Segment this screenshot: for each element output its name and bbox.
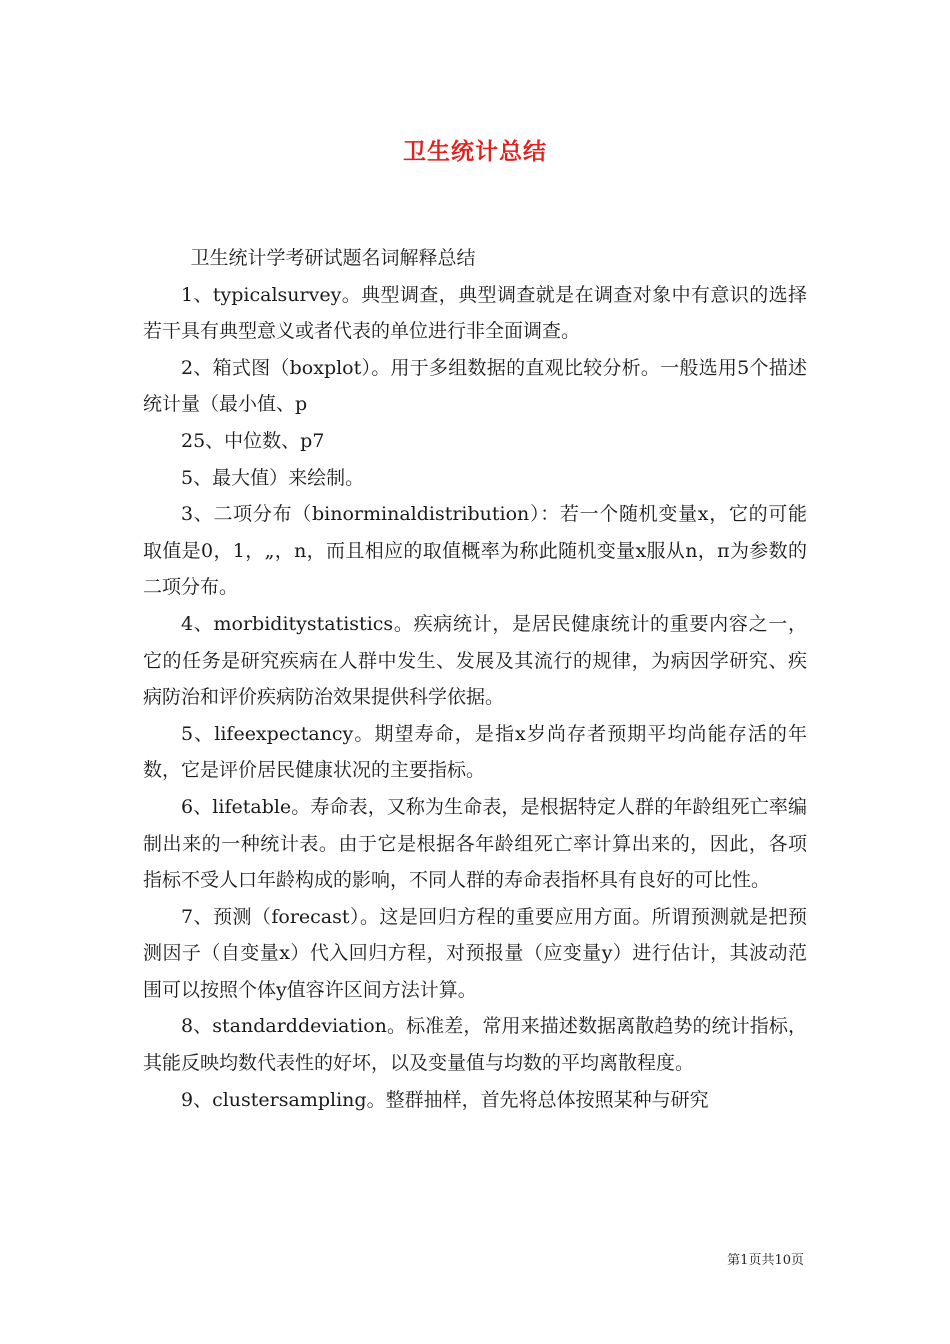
paragraph-5: 3、二项分布（binorminaldistribution）：若一个随机变量x，它的可能取值是0，1，„，n，而且相应的取值概率为称此随机变量x服从n，π为参数的二项分布。: [143, 503, 807, 599]
document-title: 卫生统计总结: [403, 138, 547, 165]
document-body: [143, 240, 807, 1118]
paragraph-6: 4、morbiditystatistics。疾病统计，是居民健康统计的重要内容之一，它的任务是研究疾病在人群中发生、发展及其流行的规律，为病因学研究、疾病防治和评价疾病防治效果提供科学依据。: [143, 612, 807, 709]
paragraph-4: 5、最大值）来绘制。: [181, 466, 365, 489]
paragraph-1: 1、typicalsurvey。典型调查，典型调查就是在调查对象中有意识的选择若干具有典型意义或者代表的单位进行非全面调查。: [143, 283, 807, 343]
paragraph-3: 25、中位数、p7: [181, 429, 325, 452]
paragraph-10: 8、standarddeviation。标准差，常用来描述数据离散趋势的统计指标，其能反映均数代表性的好坏，以及变量值与均数的平均离散程度。: [143, 1015, 807, 1075]
paragraph-11: 9、clustersampling。整群抽样，首先将总体按照某种与研究: [181, 1088, 709, 1111]
paragraph-9: 7、预测（forecast）。这是回归方程的重要应用方面。所谓预测就是把预测因子（自变量x）代入回归方程，对预报量（应变量y）进行估计，其波动范围可以按照个体y值容许区间方法计算。: [143, 905, 807, 1001]
paragraph-7: 5、lifeexpectancy。期望寿命，是指x岁尚存者预期平均尚能存活的年数，它是评价居民健康状况的主要指标。: [143, 722, 807, 782]
paragraph-2: 2、箱式图（boxplot）。用于多组数据的直观比较分析。一般选用5个描述统计量（最小值、p: [143, 356, 807, 416]
page-number-footer: 第1页共10页: [727, 1253, 804, 1268]
paragraph-8: 6、lifetable。寿命表，又称为生命表，是根据特定人群的年龄组死亡率编制出来的一种统计表。由于它是根据各年龄组死亡率计算出来的，因此，各项指标不受人口年龄构成的影响，不同人群的寿命表指杯具有良好的可比性。: [143, 795, 807, 892]
document-subtitle: 卫生统计学考研试题名词解释总结: [190, 247, 476, 269]
